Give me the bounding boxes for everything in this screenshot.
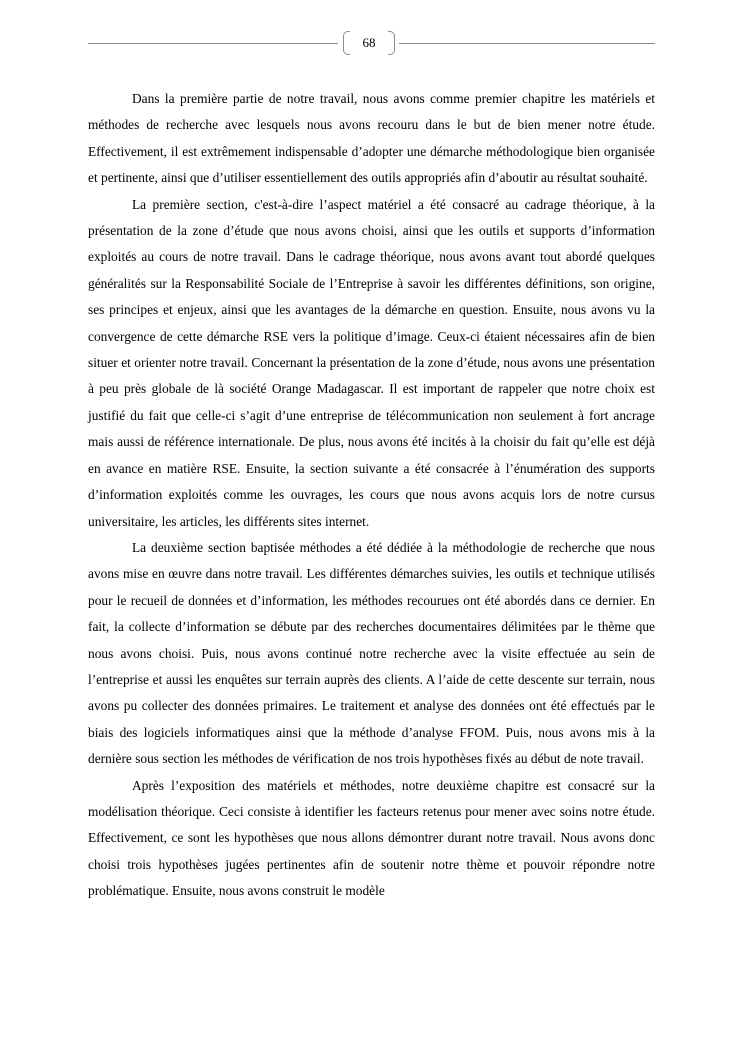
header-rule-right xyxy=(399,43,655,44)
paragraph-2: La première section, c'est-à-dire l’aspect matériel a été consacré au cadrage théorique, à la présentation de la zone d’étude que nous avons choisi, ainsi que les outils et supports d’information exploités au cours de notre travail. Dans le cadrage théorique, nous avons avant tout abordé quelques généralités sur la Responsabilité Sociale de l’Entreprise à savoir les différentes définitions, son origine, ses principes et enjeux, ainsi que les avantages de la démarche en question. Ensuite, nous avons vu la convergence de cette démarche RSE vers la politique d’image. Ceux-ci étaient nécessaires afin de bien situer et orienter notre travail. Concernant la présentation de la zone d’étude, nous avons une présentation à peu près globale de là société Orange Madagascar. Il est important de rappeler que notre choix est justifié du fait que celle-ci s’agit d’une entreprise de télécommunication non seulement à fort ancrage mais aussi de référence internationale. De plus, nous avons été incités à la choisir du fait qu’elle est déjà en avance en matière RSE. Ensuite, la section suivante a été consacrée à l’énumération des supports d’information exploités comme les ouvrages, les cours que nous avons acquis lors de notre cursus universitaire, les articles, les différents sites internet. xyxy=(88,196,655,529)
body-text xyxy=(88,86,655,905)
paragraph-4: Après l’exposition des matériels et méthodes, notre deuxième chapitre est consacré sur la modélisation théorique. Ceci consiste à identifier les facteurs retenus pour mener avec soins notre étude. Effectivement, ce sont les hypothèses que nous allons démontrer durant notre travail. Nous avons donc choisi trois hypothèses jugées pertinentes afin de soutenir notre thème et pouvoir répondre notre problématique. Ensuite, nous avons construit le modèle xyxy=(88,777,655,899)
paragraph-3: La deuxième section baptisée méthodes a été dédiée à la méthodologie de recherche que nous avons mise en œuvre dans notre travail. Les différentes démarches suivies, les outils et technique utilisés pour le recueil de données et d’information, les méthodes recourues ont été abordés dans ce dernier. En fait, la collecte d’information se débute par des recherches documentaires délimitées par le thème que nous avons choisi. Puis, nous avons continué notre recherche avec la visite effectuée au sein de l’entreprise et aussi les enquêtes sur terrain auprès des clients. A l’aide de cette descente sur terrain, nous avons pu collecter des données primaires. Le traitement et analyse des données ont été effectués par le biais des logiciels informatiques ainsi que la méthode d’analyse FFOM. Puis, nous avons mis à la dernière sous section les méthodes de vérification de nos trois hypothèses fixés au début de note travail. xyxy=(88,539,655,767)
page-header xyxy=(88,30,655,58)
page-number-frame xyxy=(341,30,397,58)
left-bracket xyxy=(343,31,350,55)
right-bracket xyxy=(388,31,395,55)
header-rule-left xyxy=(88,43,338,44)
paragraph-1: Dans la première partie de notre travail, nous avons comme premier chapitre les matériels et méthodes de recherche avec lesquels nous avons recouru dans le but de bien mener notre étude. Effectivement, il est extrêmement indispensable d’adopter une démarche méthodologique bien organisée et pertinente, ainsi que d’utiliser essentiellement des outils appropriés afin d’aboutir au résultat souhaité. xyxy=(88,91,655,186)
page-number: 68 xyxy=(362,35,376,50)
